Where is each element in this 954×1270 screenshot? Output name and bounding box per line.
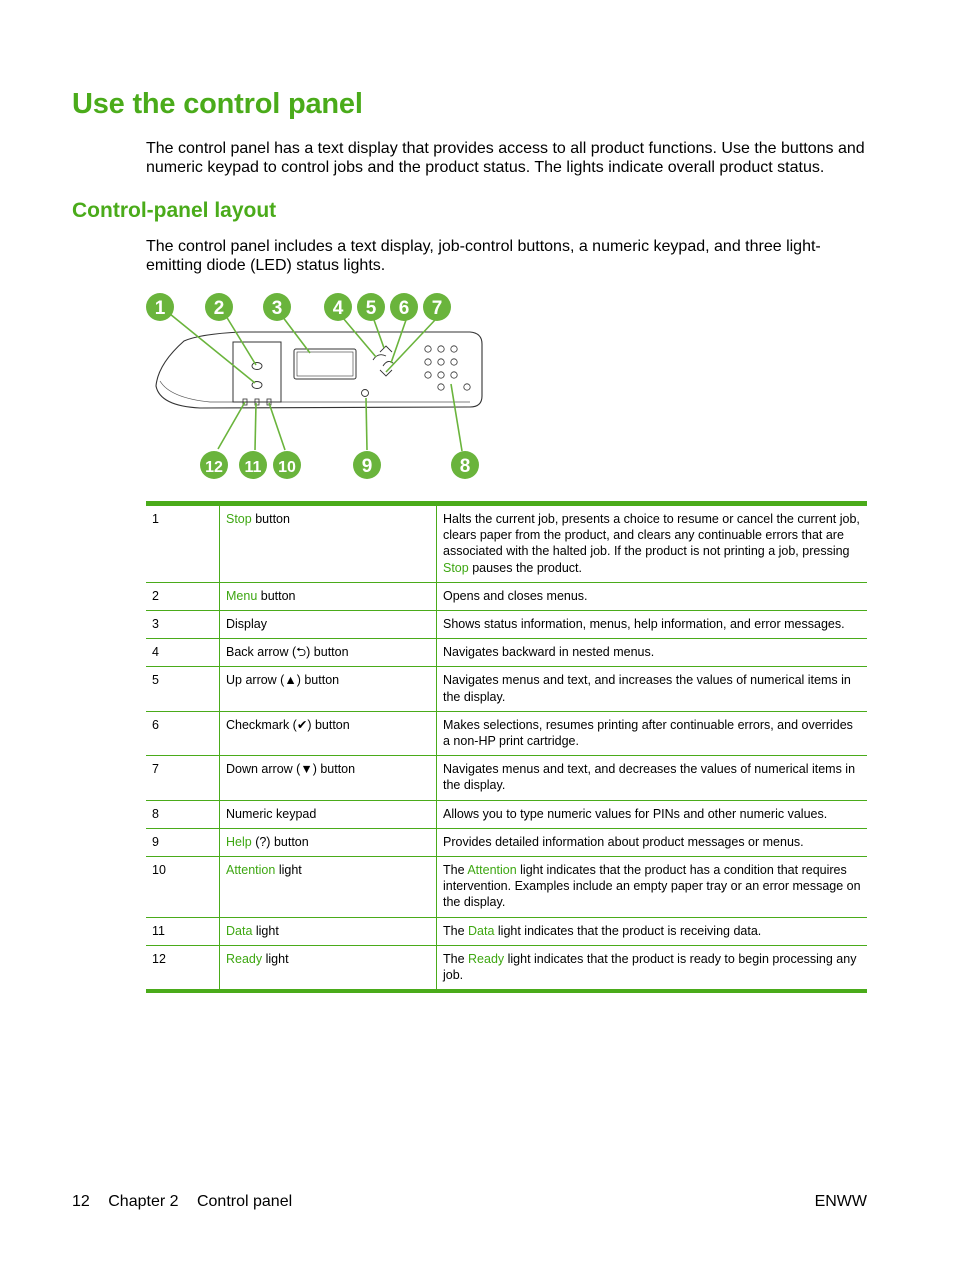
row-description [437,711,868,755]
callout-10 [273,451,301,479]
description-text: Provides detailed information about product messages or menus. [443,834,804,849]
description-text: The [443,863,468,878]
svg-text:6: 6 [398,298,410,319]
item-name-highlight: Attention [226,863,276,878]
page-title: Use the control panel [72,88,363,120]
svg-text:3: 3 [271,298,283,319]
table-row [146,582,867,610]
row-item-name [220,756,437,800]
table-row [146,504,867,583]
table-row [146,917,867,945]
table-row [146,667,867,711]
description-highlight: Stop [443,560,469,575]
section-title: Control-panel layout [72,199,277,222]
callout-5 [357,293,385,321]
svg-text:9: 9 [361,456,373,477]
item-name-highlight: Menu [226,588,258,603]
svg-text:11: 11 [244,459,262,476]
description-text: pauses the product. [468,560,582,575]
row-item-name [220,857,437,918]
row-description [437,504,868,583]
item-name-text: Back arrow (⮌) button [226,645,349,660]
svg-text:4: 4 [332,298,344,319]
row-item-name [220,639,437,667]
panel-outline [156,332,482,408]
callout-8 [451,451,479,479]
item-name-text: Display [226,617,267,632]
row-number: 5 [146,667,220,711]
svg-text:2: 2 [213,298,225,319]
description-text: light indicates that the product is ready to begin processing any job. [443,951,857,983]
row-number: 6 [146,711,220,755]
row-number: 8 [146,800,220,828]
item-name-text: Down arrow (▼) button [226,762,356,777]
row-item-name [220,611,437,639]
help-button-shape [362,390,369,397]
description-text: Makes selections, resumes printing after continuable errors, and overrides a non-HP print cartridge. [443,717,853,749]
table-row [146,756,867,800]
row-description [437,582,868,610]
svg-text:1: 1 [154,298,166,319]
svg-text:5: 5 [365,298,377,319]
footer-chapter: Chapter 2 [108,1193,179,1210]
row-number: 3 [146,611,220,639]
row-item-name [220,828,437,856]
row-description [437,611,868,639]
description-highlight: Attention [467,863,517,878]
svg-text:7: 7 [431,298,443,319]
row-number: 10 [146,857,220,918]
table-row [146,857,867,918]
description-text: Navigates menus and text, and decreases the values of numerical items in the display. [443,762,856,793]
description-text: Allows you to type numeric values for PINs and other numeric values. [443,806,828,821]
row-item-name [220,917,437,945]
table-row [146,639,867,667]
item-name-text: light [275,863,302,878]
row-number: 2 [146,582,220,610]
callout-1 [146,293,174,321]
description-text: The [443,923,469,938]
row-number: 9 [146,828,220,856]
item-name-text: button [251,512,290,526]
item-name-text: Checkmark (✔) button [226,717,350,732]
row-item-name [220,504,437,583]
svg-text:12: 12 [205,459,223,476]
row-description [437,756,868,800]
page-footer [72,1193,867,1211]
description-text: Shows status information, menus, help information, and error messages. [443,617,845,632]
table-row [146,711,867,755]
description-highlight: Ready [468,951,505,966]
item-name-highlight: Ready [226,951,263,966]
row-number: 4 [146,639,220,667]
panel-display [294,349,356,379]
svg-text:8: 8 [459,456,471,477]
item-name-highlight: Help [226,834,252,849]
description-text: Halts the current job, presents a choice to resume or cancel the current job, clears paper from the product, and clears any continuable errors that are associated with the halted job. If the product is not printing a job, pressing [443,512,860,559]
description-text: light indicates that the product has a condition that requires intervention. Examples include an empty paper tray or an error message on the display. [443,863,861,910]
row-description [437,945,868,991]
item-name-highlight: Data [226,923,253,938]
callout-4 [324,293,352,321]
row-description [437,639,868,667]
item-name-text: Numeric keypad [226,806,317,821]
row-description [437,857,868,918]
item-name-text: (?) button [251,834,309,849]
row-description [437,800,868,828]
item-name-text: light [262,951,289,966]
item-name-text: light [252,923,279,938]
callout-7 [423,293,451,321]
section-intro-paragraph: The control panel includes a text display, job-control buttons, a numeric keypad, and three light-emitting diode (LED) status lights. [146,238,821,274]
row-number: 12 [152,951,166,966]
footer-page-number: 12 [72,1193,90,1210]
row-item-name [220,667,437,711]
callout-11 [239,451,267,479]
intro-paragraph: The control panel has a text display that provides access to all product functions. Use the buttons and numeric keypad to control jobs and the product status. The lights indicate overall product status. [146,140,865,176]
item-name-text: button [257,588,296,603]
description-text: light indicates that the product is receiving data. [494,923,762,938]
description-text: Opens and closes menus. [443,588,588,603]
callout-9 [353,451,381,479]
row-item-name [220,945,437,991]
numeric-keypad-shape [425,346,470,390]
item-name-text: Up arrow (▲) button [226,673,340,688]
description-text: Navigates backward in nested menus. [443,645,655,660]
row-number: 7 [146,756,220,800]
callout-2 [205,293,233,321]
row-description [437,667,868,711]
footer-chapter-title: Control panel [196,1193,293,1210]
callout-6 [390,293,418,321]
footer-right-label: ENWW [814,1193,867,1210]
item-name-highlight: Stop [226,512,252,526]
row-number: 11 [146,917,220,945]
control-panel-reference-table [146,501,867,993]
table-row [146,828,867,856]
row-item-name [220,711,437,755]
svg-text:10: 10 [278,459,296,476]
control-panel-diagram [140,286,500,486]
row-item-name [220,582,437,610]
table-row [146,945,867,991]
callout-3 [263,293,291,321]
description-text: The [443,951,469,966]
row-item-name [220,800,437,828]
row-description [437,917,868,945]
row-number: 1 [146,504,220,583]
row-description [437,828,868,856]
description-highlight: Data [468,923,495,938]
table-row [146,611,867,639]
table-row [146,800,867,828]
description-text: Navigates menus and text, and increases the values of numerical items in the display. [443,673,851,704]
callout-12 [200,451,228,479]
